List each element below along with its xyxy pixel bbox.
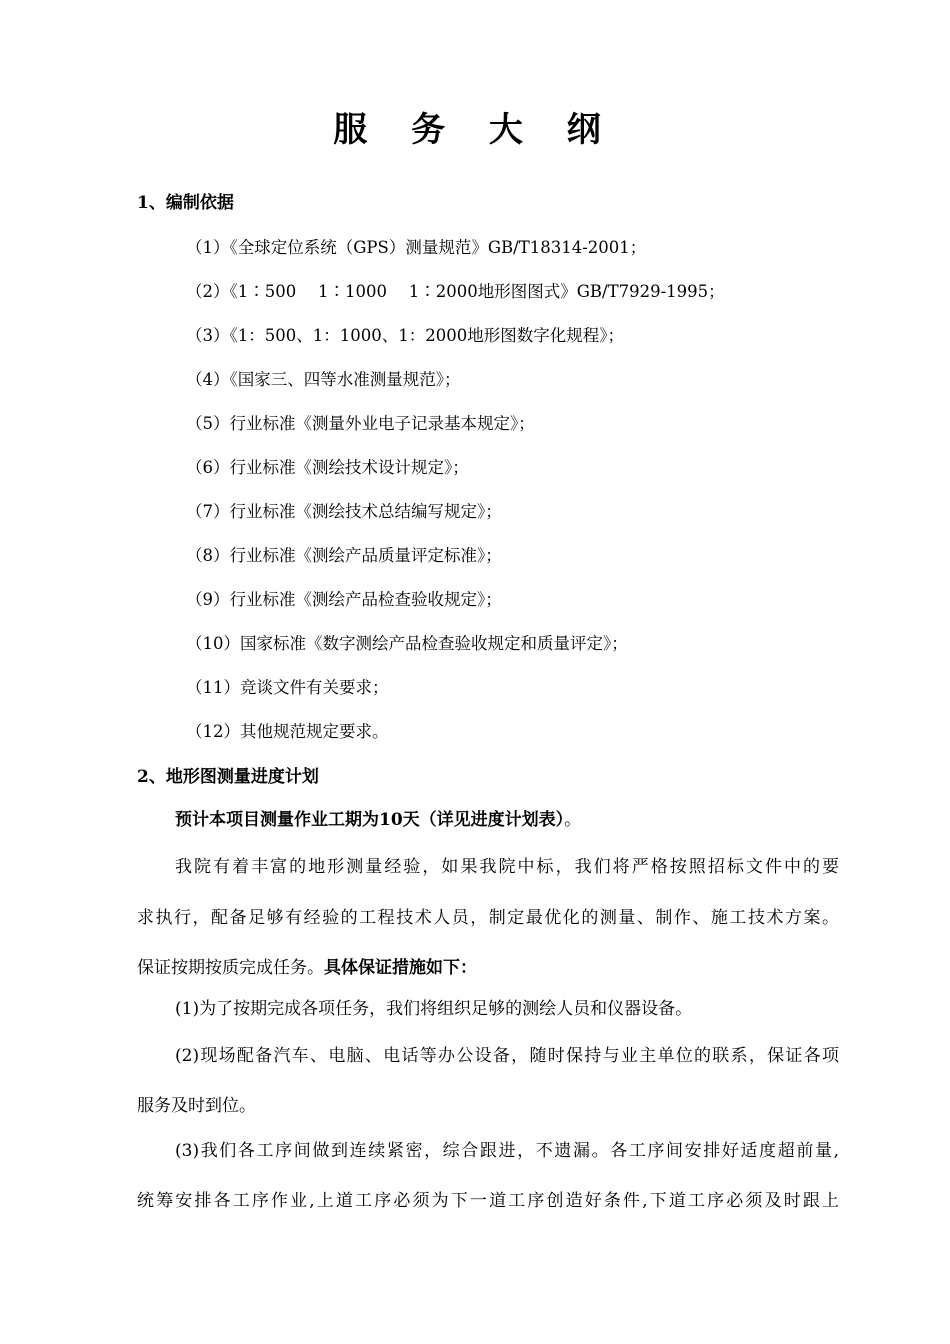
- reference-item: （7）行业标准《测绘技术总结编写规定》；: [186, 502, 502, 521]
- reference-item: （6）行业标准《测绘技术设计规定》；: [186, 458, 469, 477]
- reference-item: （3）《1：500、1：1000、1：2000地形图数字化规程》；: [186, 326, 624, 345]
- reference-item: （10）国家标准《数字测绘产品检查验收规定和质量评定》；: [186, 634, 628, 653]
- measure-item: (2)现场配备汽车、电脑、电话等办公设备，随时保持与业主单位的联系，保证各项: [175, 1046, 839, 1066]
- measure-item-continued: 服务及时到位。: [137, 1096, 256, 1116]
- paragraph-line: 我院有着丰富的地形测量经验，如果我院中标，我们将严格按照招标文件中的要: [175, 857, 839, 877]
- schedule-intro: [175, 808, 839, 832]
- paragraph-line: 求执行，配备足够有经验的工程技术人员，制定最优化的测量、制作、施工技术方案。: [137, 908, 839, 928]
- page-title: 服 务 大 纲: [333, 110, 617, 150]
- reference-item: （2）《1∶500 1∶1000 1∶2000地形图图式》GB/T7929-1995；: [186, 282, 725, 301]
- reference-item: （5）行业标准《测量外业电子记录基本规定》；: [186, 414, 535, 433]
- measure-item: (1)为了按期完成各项任务，我们将组织足够的测绘人员和仪器设备。: [175, 999, 693, 1019]
- reference-item: （12）其他规范规定要求。: [186, 722, 389, 741]
- section-heading-schedule: 2、地形图测量进度计划: [137, 767, 319, 787]
- paragraph-text: 保证按期按质完成任务。: [137, 958, 324, 978]
- reference-item: （11）竞谈文件有关要求；: [186, 678, 389, 697]
- reference-item: （9）行业标准《测绘产品检查验收规定》；: [186, 590, 502, 609]
- measures-lead: 具体保证措施如下：: [324, 958, 477, 978]
- reference-item: （1）《全球定位系统（GPS）测量规范》GB/T18314-2001；: [186, 238, 647, 257]
- reference-item: （8）行业标准《测绘产品质量评定标准》；: [186, 546, 502, 565]
- schedule-duration: 预计本项目测量作业工期为10天（详见进度计划表）: [175, 810, 565, 830]
- section-heading-basis: 1、编制依据: [137, 193, 234, 213]
- measure-item: (3)我们各工序间做到连续紧密，综合跟进，不遗漏。各工序间安排好适度超前量,: [175, 1141, 839, 1161]
- measure-item-continued: 统筹安排各工序作业,上道工序必须为下一道工序创造好条件,下道工序必须及时跟上: [137, 1191, 839, 1211]
- reference-item: （4）《国家三、四等水准测量规范》；: [186, 370, 461, 389]
- paragraph-line: [137, 956, 839, 980]
- schedule-intro-end: 。: [564, 810, 582, 830]
